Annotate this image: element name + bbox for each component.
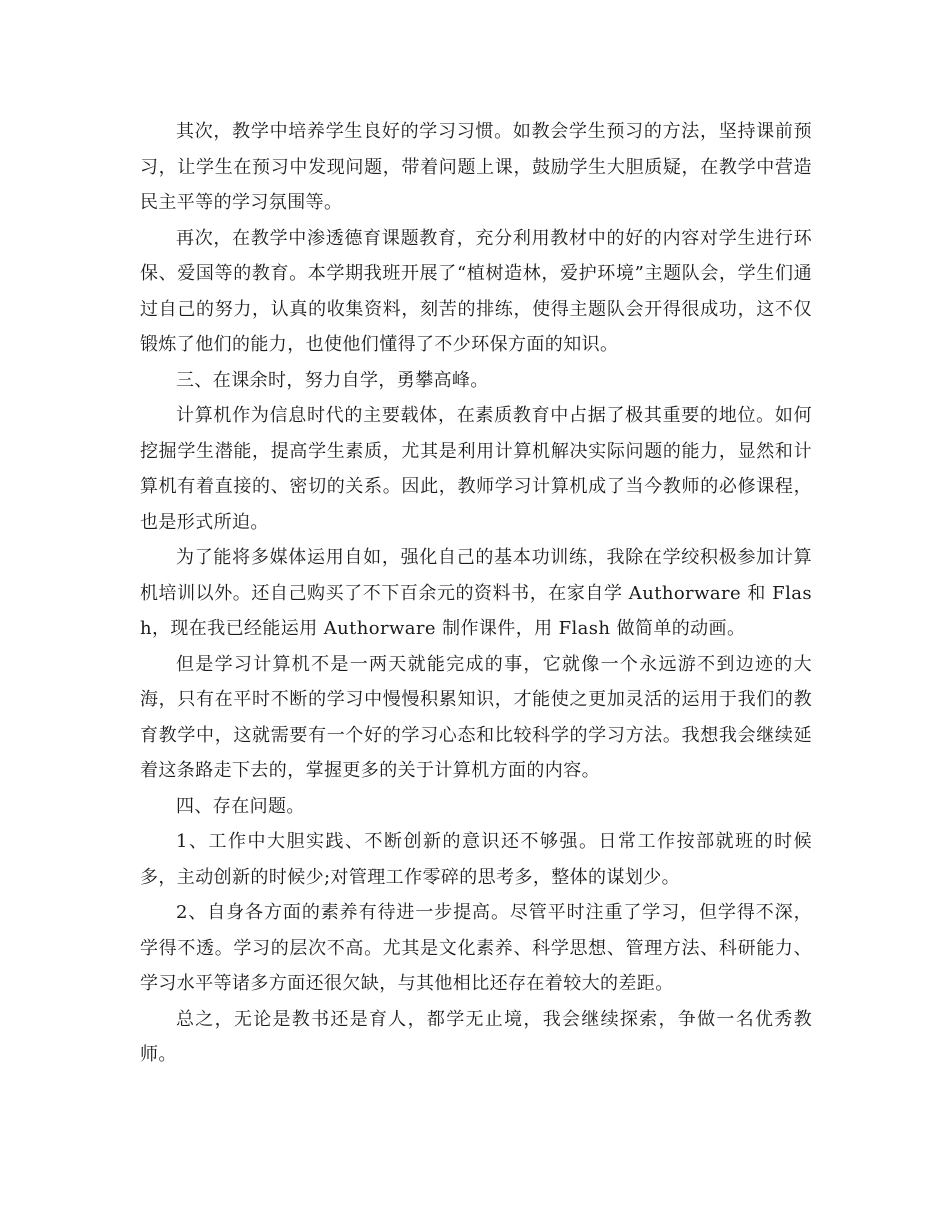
paragraph-problem-1: 1、工作中大胆实践、不断创新的意识还不够强。日常工作按部就班的时候多，主动创新的时候少;对管理工作零碎的思考多，整体的谋划少。	[140, 831, 812, 888]
paragraph-multimedia-training: 为了能将多媒体运用自如，强化自己的基本功训练，我除在学绞积极参加计算机培训以外。还自己购买了不下百余元的资料书，在家自学 Authorware 和 Flash，现在我已经能运用 Authorware 制作课件，用 Flash 做简单的动画。	[140, 547, 812, 639]
paragraph-problem-2: 2、自身各方面的素养有待进一步提高。尽管平时注重了学习，但学得不深，学得不透。学习的层次不高。尤其是文化素养、科学思想、管理方法、科研能力、学习水平等诸多方面还很欠缺，与其他相比还存在着较大的差距。	[140, 902, 812, 994]
document-body	[140, 114, 812, 1073]
paragraph-computer-importance: 计算机作为信息时代的主要载体，在素质教育中占据了极其重要的地位。如何挖掘学生潜能，提高学生素质，尤其是利用计算机解决实际问题的能力，显然和计算机有着直接的、密切的关系。因此，教师学习计算机成了当今教师的必修课程，也是形式所迫。	[140, 405, 812, 533]
section-heading-problems: 四、存在问题。	[176, 795, 305, 817]
paragraph-study-habits: 其次，教学中培养学生良好的学习习惯。如教会学生预习的方法，坚持课前预习，让学生在预习中发现问题，带着问题上课，鼓励学生大胆质疑，在教学中营造民主平等的学习氛围等。	[140, 121, 812, 213]
section-heading-self-study: 三、在课余时，努力自学，勇攀高峰。	[176, 369, 489, 391]
paragraph-continuous-learning: 但是学习计算机不是一两天就能完成的事，它就像一个永远游不到边迹的大海，只有在平时不断的学习中慢慢积累知识，才能使之更加灵活的运用于我们的教育教学中，这就需要有一个好的学习心态和比较科学的学习方法。我想我会继续延着这条路走下去的，掌握更多的关于计算机方面的内容。	[140, 653, 812, 781]
paragraph-moral-education: 再次，在教学中渗透德育课题教育，充分利用教材中的好的内容对学生进行环保、爱国等的教育。本学期我班开展了“植树造林，爱护环境”主题队会，学生们通过自己的努力，认真的收集资料，刻苦的排练，使得主题队会开得很成功，这不仅锻炼了他们的能力，也使他们懂得了不少环保方面的知识。	[140, 227, 812, 355]
paragraph-conclusion: 总之，无论是教书还是育人，都学无止境，我会继续探索，争做一名优秀教师。	[140, 1008, 812, 1065]
